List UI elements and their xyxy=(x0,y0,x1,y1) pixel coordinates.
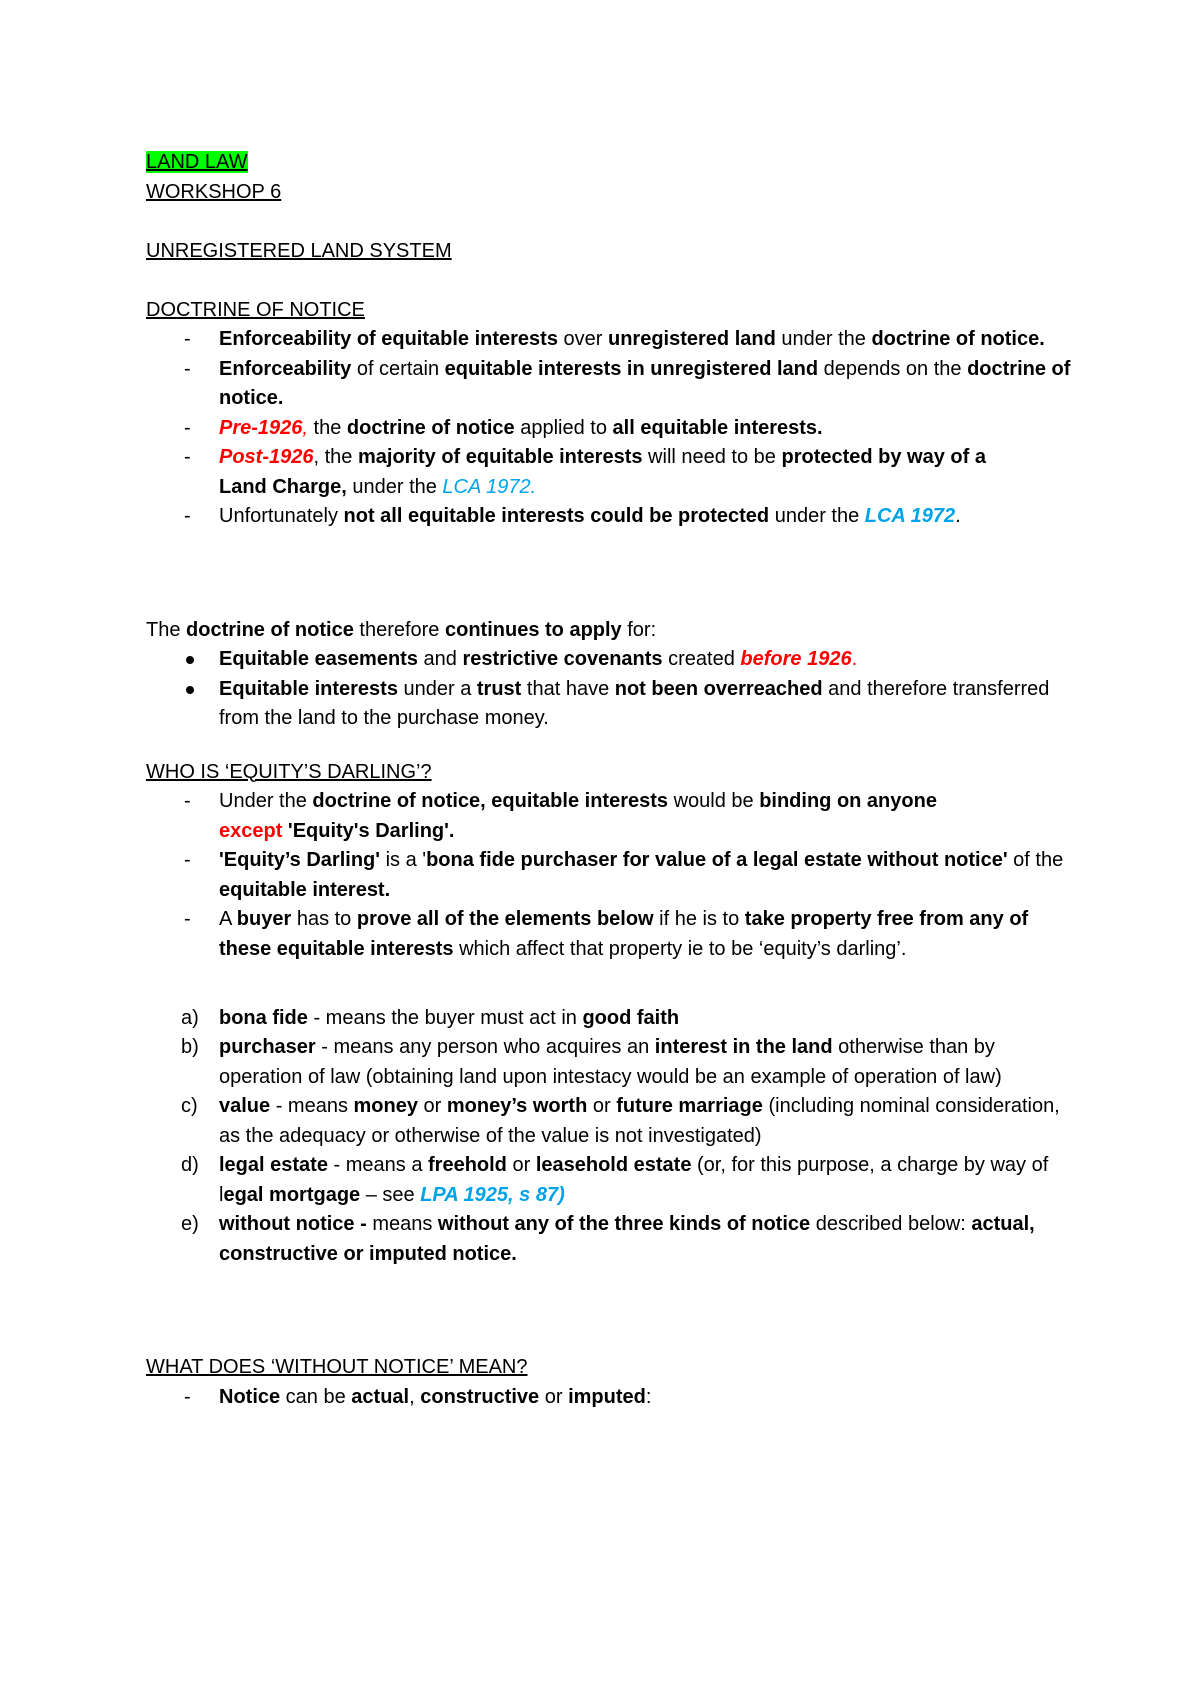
dash-marker: - xyxy=(184,908,191,930)
text-run: bona fide xyxy=(219,1006,308,1029)
section-without-notice-heading-text: WHAT DOES ‘WITHOUT NOTICE’ MEAN? xyxy=(146,1356,528,1378)
doc-subtitle-text: WORKSHOP 6 xyxy=(146,180,282,203)
darling-list xyxy=(146,787,1080,964)
text-run: interest in the land xyxy=(654,1036,833,1058)
text-run: prove all of the elements below xyxy=(356,908,654,930)
doctrine-list xyxy=(146,325,1080,532)
list-item xyxy=(146,1383,1080,1413)
text-run: - means a xyxy=(327,1154,428,1176)
spacer xyxy=(146,266,1080,296)
list-item xyxy=(146,414,1080,444)
text-run: and therefore transferred from the land to the purchase money. xyxy=(219,677,1050,729)
text-run: value xyxy=(219,1095,271,1117)
text-run: actual xyxy=(351,1385,410,1408)
text-run: or xyxy=(539,1385,569,1408)
text-run: money’s worth xyxy=(446,1095,588,1117)
dash-marker: - xyxy=(184,505,191,527)
list-item xyxy=(146,787,1080,846)
dash-marker: - xyxy=(184,416,191,439)
list-item xyxy=(146,645,1080,675)
text-run: of certain xyxy=(351,357,445,380)
text-run: LCA 1972 xyxy=(864,505,956,527)
text-run: Unfortunately xyxy=(219,505,344,527)
without-notice-list xyxy=(146,1383,1080,1413)
text-run: without any of the three kinds of notice xyxy=(437,1213,811,1235)
text-run: future marriage xyxy=(616,1095,763,1117)
alpha-marker: c) xyxy=(181,1095,198,1117)
text-run: can be xyxy=(280,1385,352,1408)
text-run: protected by way of a xyxy=(781,446,986,468)
list-item xyxy=(146,325,1080,355)
text-run: under the xyxy=(346,475,443,498)
doc-title xyxy=(146,148,1080,178)
section-darling-heading-text: WHO IS ‘EQUITY’S DARLING’? xyxy=(146,760,432,783)
text-run: take property free from any of these equitable interests xyxy=(219,908,1029,960)
text-run: money xyxy=(353,1095,418,1117)
text-run: under a xyxy=(397,677,477,700)
text-run: that have xyxy=(521,677,615,700)
text-run: not been overreached xyxy=(614,677,823,700)
section-doctrine-heading xyxy=(146,296,1080,326)
text-run: under the xyxy=(775,328,872,350)
text-run: doctrine of notice. xyxy=(219,357,1071,409)
text-run: which affect that property ie to be ‘equity’s darling’. xyxy=(453,937,907,960)
text-run: , xyxy=(409,1385,421,1408)
text-run: therefore xyxy=(353,618,445,641)
spacer xyxy=(146,532,1080,616)
text-run: not all equitable interests could be protected xyxy=(343,505,770,527)
text-run: egal mortgage xyxy=(223,1183,361,1206)
list-item xyxy=(146,502,1080,532)
text-run: The xyxy=(146,618,187,641)
text-run: without notice - xyxy=(219,1213,373,1235)
continues-bullet-list xyxy=(146,645,1080,734)
text-run: Enforceability xyxy=(219,357,352,380)
text-run: Equitable interests xyxy=(219,677,398,700)
text-run: (or, for this purpose, a charge by way of l xyxy=(219,1154,1049,1206)
text-run: legal estate xyxy=(219,1154,328,1176)
text-run: - means any person who acquires an xyxy=(315,1036,655,1058)
text-run: . xyxy=(955,505,961,527)
list-item xyxy=(146,1151,1080,1210)
text-run: of the xyxy=(1007,849,1064,871)
text-run: or xyxy=(587,1095,617,1117)
section-unregistered-heading xyxy=(146,237,1080,267)
text-run: or xyxy=(417,1095,447,1117)
text-run: for: xyxy=(621,618,657,641)
text-run: created xyxy=(662,648,741,670)
text-run: (including nominal consideration, as the adequacy or otherwise of the value is not investigated) xyxy=(219,1095,1060,1147)
text-run: depends on the xyxy=(818,357,968,380)
dash-marker: - xyxy=(184,849,191,871)
list-item xyxy=(146,1092,1080,1151)
text-run: Land Charge, xyxy=(219,475,347,498)
bullet-dot-icon xyxy=(186,656,194,664)
text-run: Equitable easements xyxy=(219,648,418,670)
section-without-notice-heading xyxy=(146,1353,1080,1383)
spacer xyxy=(146,994,1080,1004)
dash-marker: - xyxy=(184,1385,191,1408)
text-run: doctrine of notice xyxy=(346,416,515,439)
text-run: doctrine of notice, equitable interests xyxy=(312,790,669,812)
text-run: majority of equitable interests xyxy=(357,446,643,468)
text-run: A xyxy=(219,908,237,930)
continues-paragraph xyxy=(146,616,1080,646)
dash-marker: - xyxy=(184,328,191,350)
list-item xyxy=(146,1033,1080,1092)
text-run: trust xyxy=(476,677,522,700)
text-run: described below: xyxy=(810,1213,972,1235)
text-run: leasehold estate xyxy=(535,1154,692,1176)
text-run: equitable interest. xyxy=(219,878,391,901)
text-run: 'Equity’s Darling' xyxy=(219,849,381,871)
text-run: Under the xyxy=(219,790,313,812)
text-run: before 1926 xyxy=(740,648,852,670)
text-run: Post-1926 xyxy=(219,446,314,468)
elements-list xyxy=(146,1004,1080,1270)
dash-marker: - xyxy=(184,446,191,468)
text-run: bona fide purchaser for value of a legal estate without notice' xyxy=(426,849,1008,871)
text-run: freehold xyxy=(428,1154,507,1176)
list-item xyxy=(146,1210,1080,1269)
text-run: imputed xyxy=(568,1385,646,1408)
alpha-marker: d) xyxy=(181,1154,199,1176)
section-unregistered-heading-text: UNREGISTERED LAND SYSTEM xyxy=(146,239,452,262)
text-run: - means xyxy=(270,1095,354,1117)
section-doctrine-heading-text: DOCTRINE OF NOTICE xyxy=(146,298,365,321)
text-run: LPA 1925, s 87) xyxy=(420,1183,565,1206)
spacer xyxy=(146,734,1080,758)
text-run: , the xyxy=(313,446,358,468)
text-run: is a ' xyxy=(380,849,427,871)
text-run: over xyxy=(557,328,608,350)
dash-marker: - xyxy=(184,357,191,380)
text-run: : xyxy=(645,1385,652,1408)
text-run: doctrine of notice. xyxy=(871,328,1045,350)
text-run: restrictive covenants xyxy=(462,648,663,670)
text-run: unregistered land xyxy=(608,328,776,350)
text-run: . xyxy=(851,648,858,670)
text-run: actual, constructive or imputed notice. xyxy=(219,1213,1035,1265)
dash-marker: - xyxy=(184,790,191,812)
doc-subtitle xyxy=(146,178,1080,208)
text-run: , xyxy=(302,416,308,439)
text-run: has to xyxy=(291,908,357,930)
text-run: all equitable interests. xyxy=(612,416,823,439)
list-item xyxy=(146,846,1080,905)
doc-title-text: LAND LAW xyxy=(146,151,248,173)
text-run: doctrine of notice xyxy=(186,618,354,641)
text-run: equitable interests in unregistered land xyxy=(444,357,819,380)
text-run: and xyxy=(417,648,463,670)
text-run: or xyxy=(506,1154,536,1176)
text-run: 'Equity's Darling'. xyxy=(282,819,455,842)
list-item xyxy=(146,905,1080,964)
text-run: continues to apply xyxy=(445,618,622,641)
list-item xyxy=(146,1004,1080,1034)
spacer xyxy=(146,207,1080,237)
text-run: Notice xyxy=(219,1385,281,1408)
text-run: except xyxy=(219,819,283,842)
text-run: if he is to xyxy=(653,908,745,930)
text-run: Pre-1926 xyxy=(219,416,303,439)
text-run: under the xyxy=(769,505,865,527)
text-run: binding on anyone xyxy=(759,790,937,812)
list-item xyxy=(146,675,1080,734)
alpha-marker: b) xyxy=(181,1036,199,1058)
text-run: Enforceability of equitable interests xyxy=(219,328,558,350)
alpha-marker: a) xyxy=(181,1006,199,1029)
text-run: means xyxy=(372,1213,438,1235)
text-run: the xyxy=(307,416,347,439)
text-run: buyer xyxy=(236,908,292,930)
alpha-marker: e) xyxy=(181,1213,199,1235)
list-item xyxy=(146,355,1080,414)
text-run: will need to be xyxy=(642,446,782,468)
spacer xyxy=(146,964,1080,994)
list-item xyxy=(146,443,1080,502)
text-run: applied to xyxy=(514,416,613,439)
text-run: - means the buyer must act in xyxy=(307,1006,583,1029)
text-run: purchaser xyxy=(219,1036,316,1058)
bullet-dot-icon xyxy=(186,686,194,694)
text-run: otherwise than by operation of law (obtaining land upon intestacy would be an example of operation of law) xyxy=(219,1036,1002,1088)
text-run: – see xyxy=(360,1183,421,1206)
section-darling-heading xyxy=(146,758,1080,788)
text-run: would be xyxy=(668,790,760,812)
text-run: LCA 1972. xyxy=(442,475,537,498)
text-run: constructive xyxy=(420,1385,540,1408)
spacer xyxy=(146,1269,1080,1353)
text-run: good faith xyxy=(582,1006,680,1029)
